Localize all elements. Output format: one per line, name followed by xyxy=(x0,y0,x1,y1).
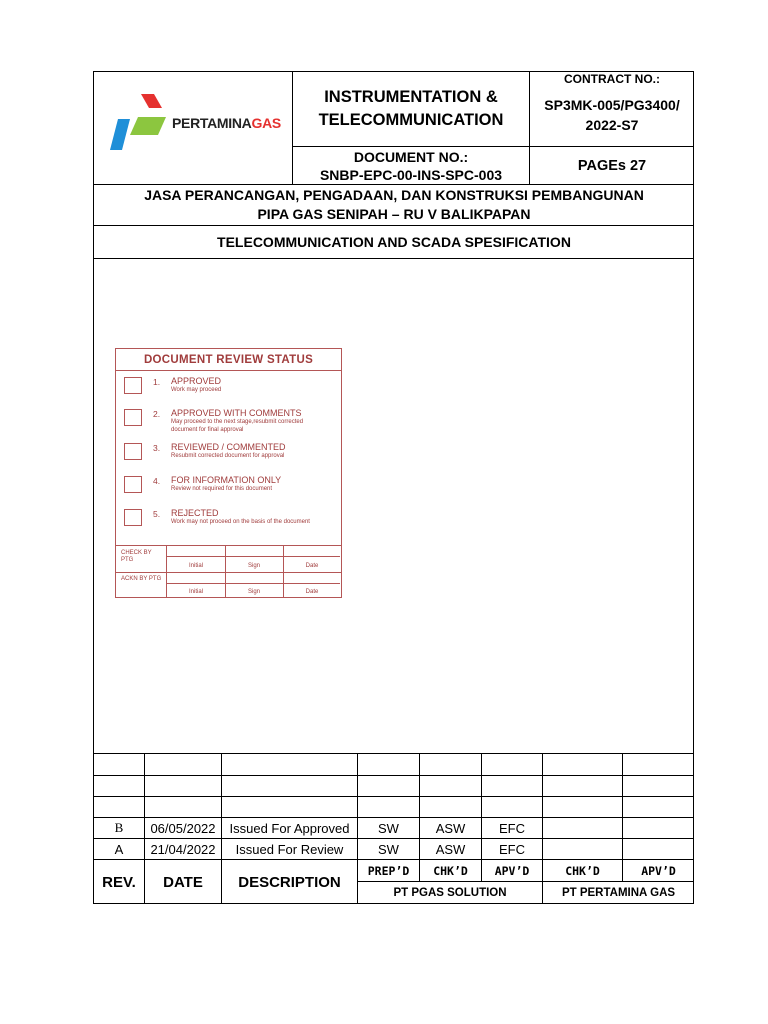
document-label: DOCUMENT NO.: xyxy=(353,148,469,165)
logo-blue-shape xyxy=(110,119,130,150)
stamp-initial-caption: Initial xyxy=(188,589,203,595)
stamp-item-number: 5. xyxy=(153,509,161,519)
stamp-item-desc: Resubmit corrected document for approval xyxy=(171,453,285,459)
stamp-item-number: 1. xyxy=(153,377,161,387)
contractor-name: PT PGAS SOLUTION xyxy=(393,887,507,899)
stamp-checkbox[interactable] xyxy=(124,476,142,493)
chkd-cell: ASW xyxy=(435,841,466,857)
stamp-title: DOCUMENT REVIEW STATUS xyxy=(116,349,341,371)
rev-table-line xyxy=(93,775,694,776)
stamp-item-label: APPROVED xyxy=(171,376,222,386)
apvd-header: APV’D xyxy=(494,863,530,878)
document-review-stamp xyxy=(115,348,342,598)
stamp-grid-line xyxy=(116,545,341,546)
stamp-item-number: 3. xyxy=(153,443,161,453)
discipline-line-2: TELECOMMUNICATION xyxy=(318,111,504,129)
logo-word-gas: GAS xyxy=(251,115,281,131)
rev-header: REV. xyxy=(102,873,136,891)
stamp-item-label: APPROVED WITH COMMENTS xyxy=(171,408,302,418)
logo-red-shape xyxy=(141,94,162,108)
client-chkd-cell xyxy=(543,839,622,859)
chkd-cell: ASW xyxy=(435,820,466,836)
stamp-sign-caption: Sign xyxy=(247,563,260,569)
stamp-sign-caption: Sign xyxy=(247,589,260,595)
stamp-ackn-label: ACKN BY PTG xyxy=(121,576,162,582)
client-apvd-cell xyxy=(623,818,694,838)
title-bottom-line xyxy=(93,258,694,259)
description-cell: Issued For Review xyxy=(235,841,344,857)
stamp-check-label: CHECK BY PTG xyxy=(121,550,152,563)
chkd-header: CHK’D xyxy=(433,863,468,878)
pertamina-logo-icon xyxy=(108,92,168,154)
stamp-checkbox[interactable] xyxy=(124,443,142,460)
stamp-item-label: REVIEWED / COMMENTED xyxy=(171,442,286,452)
document-title: TELECOMMUNICATION AND SCADA SPESIFICATION xyxy=(217,234,571,250)
rev-cell: B xyxy=(114,820,124,835)
prepd-cell: SW xyxy=(378,841,399,857)
document-value: SNBP-EPC-00-INS-SPC-003 xyxy=(319,166,503,183)
prepd-header: PREP’D xyxy=(367,863,410,878)
discipline-title xyxy=(293,72,529,146)
date-header: DATE xyxy=(163,873,203,891)
prepd-cell: SW xyxy=(378,820,399,836)
stamp-item-desc: Review not required for this document xyxy=(171,486,273,492)
logo-green-shape xyxy=(130,117,166,135)
stamp-checkbox[interactable] xyxy=(124,377,142,394)
stamp-item-number: 4. xyxy=(153,476,161,486)
description-header: DESCRIPTION xyxy=(238,873,341,891)
client-chkd-cell xyxy=(543,818,622,838)
date-cell: 21/04/2022 xyxy=(150,841,216,857)
client-apvd-header: APV’D xyxy=(641,863,676,878)
project-title xyxy=(94,185,694,225)
apvd-cell: EFC xyxy=(499,820,525,836)
stamp-item-number: 2. xyxy=(153,409,161,419)
logo-word-pertamina: PERTAMINA xyxy=(172,115,252,131)
rev-table-line xyxy=(93,753,694,754)
stamp-item-desc: Work may proceed xyxy=(171,387,222,393)
client-chkd-header: CHK’D xyxy=(565,863,600,878)
stamp-grid-line xyxy=(166,583,340,584)
stamp-item-label: REJECTED xyxy=(171,508,219,518)
discipline-line-1: INSTRUMENTATION & xyxy=(324,88,498,106)
apvd-cell: EFC xyxy=(499,841,525,857)
stamp-checkbox[interactable] xyxy=(124,509,142,526)
stamp-grid-line xyxy=(116,572,341,573)
stamp-item-desc: Work may not proceed on the basis of the document xyxy=(171,519,310,525)
stamp-grid-line xyxy=(166,556,340,557)
stamp-initial-caption: Initial xyxy=(188,563,203,569)
project-line-2: PIPA GAS SENIPAH – RU V BALIKPAPAN xyxy=(257,206,531,222)
description-cell: Issued For Approved xyxy=(229,820,350,836)
contract-value: SP3MK-005/PG3400/2022-S7 xyxy=(544,97,680,133)
client-apvd-cell xyxy=(623,839,694,859)
contract-label: CONTRACT NO.: xyxy=(564,72,660,86)
project-line-1: JASA PERANCANGAN, PENGADAAN, DAN KONSTRUKSI PEMBANGUNAN xyxy=(144,187,644,203)
stamp-item-desc: May proceed to the next stage,resubmit corrected document for final approval xyxy=(171,419,304,433)
stamp-item-label: FOR INFORMATION ONLY xyxy=(171,475,282,485)
rev-cell: A xyxy=(114,841,124,857)
logo-wordmark xyxy=(172,115,281,131)
stamp-date-caption: Date xyxy=(305,563,319,569)
pages-count: PAGEs 27 xyxy=(577,157,647,174)
client-name: PT PERTAMINA GAS xyxy=(561,887,676,899)
document-number-cell xyxy=(293,147,529,184)
stamp-checkbox[interactable] xyxy=(124,409,142,426)
date-cell: 06/05/2022 xyxy=(150,820,216,836)
stamp-date-caption: Date xyxy=(305,589,319,595)
rev-table-line xyxy=(93,796,694,797)
company-logo xyxy=(108,92,281,154)
